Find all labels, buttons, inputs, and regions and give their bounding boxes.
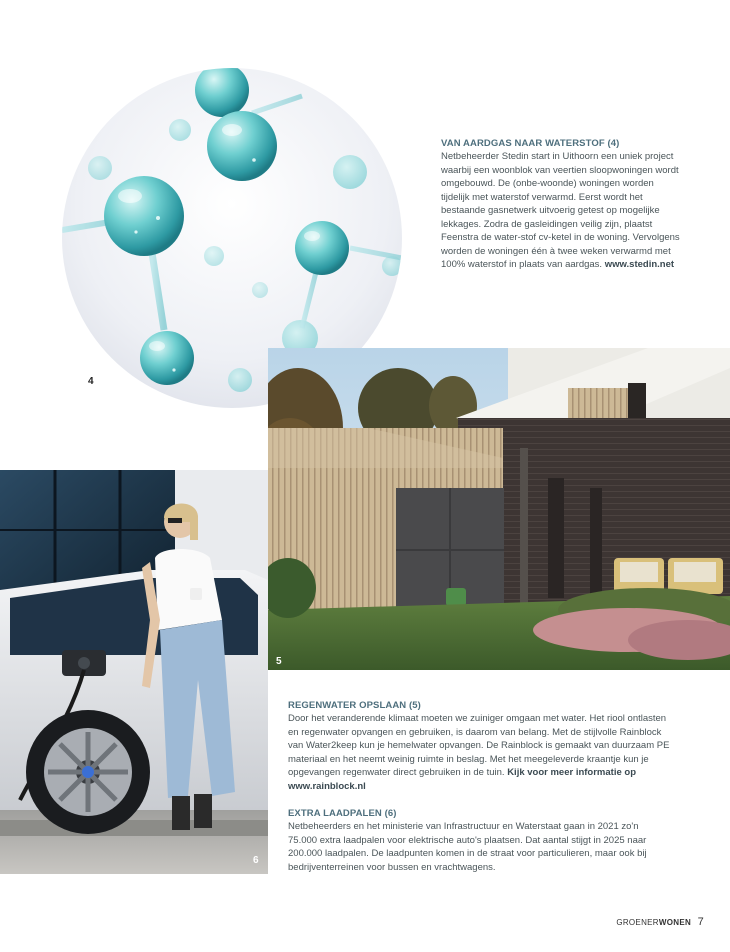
charging-image — [0, 470, 268, 874]
magazine-name-part1: GROENER — [616, 918, 659, 927]
rainblock-image — [268, 348, 730, 670]
article-laadpalen — [288, 808, 670, 874]
page-footer — [616, 916, 704, 928]
image-number-4: 4 — [88, 376, 94, 387]
image-number-6: 6 — [253, 855, 259, 866]
stedin-link[interactable]: www.stedin.net — [604, 259, 675, 270]
image-number-5: 5 — [276, 656, 282, 667]
article-waterstof — [441, 138, 681, 272]
rainblock-link[interactable]: Kijk voor meer informatie op www.rainblock.nl — [288, 767, 636, 792]
article-laadpalen-body: Netbeheerders en het ministerie van Infrastructuur en Waterstaat gaan in 2021 zo'n 75.000 extra laadpalen voor elektrische auto's plaatsen. Dat aantal stijgt in 2025 naar 200.000 laadpalen. De laadpunten komen in de straat voor particulieren, maar ook bij bedrijventerreinen voor bussen en vrachtwagens. — [288, 821, 647, 873]
article-laadpalen-heading: EXTRA LAADPALEN (6) — [288, 808, 397, 819]
magazine-name-part2: WONEN — [658, 918, 692, 927]
article-regenwater — [288, 700, 670, 793]
article-regenwater-heading: REGENWATER OPSLAAN (5) — [288, 700, 421, 711]
article-waterstof-text: Netbeheerder Stedin start in Uithoorn een uniek project waarbij een woonblok van veertien sloopwoningen wordt omgebouwd. De (onbe-woonde) woningen worden tijdelijk met waterstof verwarmd. Eerst wordt het bestaande gasnetwerk uitvoerig getest op mogelijke lekkages. Zodra de gasleidingen veilig zijn, plaatst Feenstra de water-stof cv-ketel in de woning. Vervolgens worden de woningen één à twee weken verwarmd met 100% waterstof in plaats van aardgas. — [441, 151, 680, 270]
article-regenwater-text: Door het veranderende klimaat moeten we zuiniger omgaan met water. Het riool ontlasten en regenwater opvangen en gebruiken, is daarom van belang. Met de stijlvolle Rainblock van Water2keep kun je hemelwater opvangen. De Rainblock is gemaakt van duurzaam PE materiaal en het neemt weinig ruimte in beslag. Met het meegeleverde kraantje kun je opgevangen regenwater direct gebruiken in de tuin. — [288, 713, 670, 778]
page-number: 7 — [697, 916, 704, 928]
garden-illustration — [268, 348, 730, 670]
article-waterstof-body — [441, 150, 681, 272]
article-regenwater-body — [288, 712, 670, 793]
article-waterstof-heading: VAN AARDGAS NAAR WATERSTOF (4) — [441, 138, 620, 149]
charging-illustration — [0, 470, 268, 874]
